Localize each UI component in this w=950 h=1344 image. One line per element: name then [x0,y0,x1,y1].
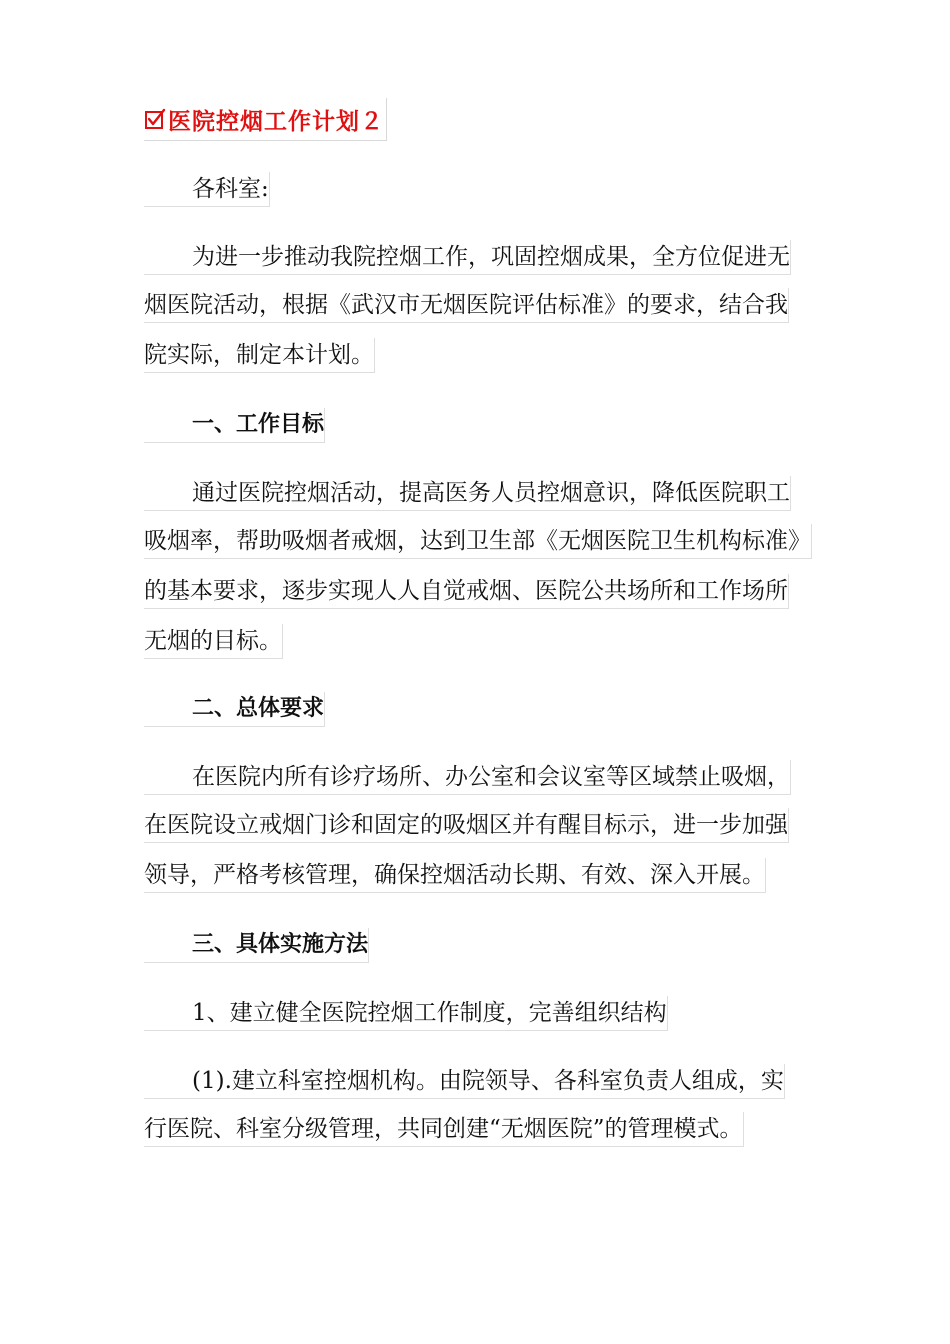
section-line: 的基本要求，逐步实现人人自觉戒烟、医院公共场所和工作场所 [144,574,789,609]
salutation: 各科室: [144,172,270,207]
intro-line: 烟医院活动，根据《武汉市无烟医院评估标准》的要求，结合我 [144,288,789,323]
section-heading: 一、工作目标 [144,408,325,443]
document-title [144,98,387,141]
section-line: 通过医院控烟活动，提高医务人员控烟意识，降低医院职工 [144,476,791,511]
section-line: 在医院内所有诊疗场所、办公室和会议室等区域禁止吸烟， [144,760,791,795]
section-line: 领导，严格考核管理，确保控烟活动长期、有效、深入开展。 [144,858,766,893]
section-line: (1).建立科室控烟机构。由院领导、各科室负责人组成，实 [144,1064,785,1099]
section-subheading: 1、建立健全医院控烟工作制度，完善组织结构 [144,996,668,1031]
intro-line: 为进一步推动我院控烟工作，巩固控烟成果，全方位促进无 [144,240,791,275]
section-heading: 三、具体实施方法 [144,928,369,963]
section-heading: 二、总体要求 [144,692,325,727]
section-line: 吸烟率，帮助吸烟者戒烟，达到卫生部《无烟医院卫生机构标准》 [144,524,812,559]
checkbox-checked-icon [144,108,166,130]
section-line: 无烟的目标。 [144,624,283,659]
section-line: 行医院、科室分级管理，共同创建“无烟医院”的管理模式。 [144,1112,744,1147]
intro-line: 院实际，制定本计划。 [144,338,375,373]
section-line: 在医院设立戒烟门诊和固定的吸烟区并有醒目标示，进一步加强 [144,808,789,843]
title-text: 医院控烟工作计划２ [168,107,384,135]
